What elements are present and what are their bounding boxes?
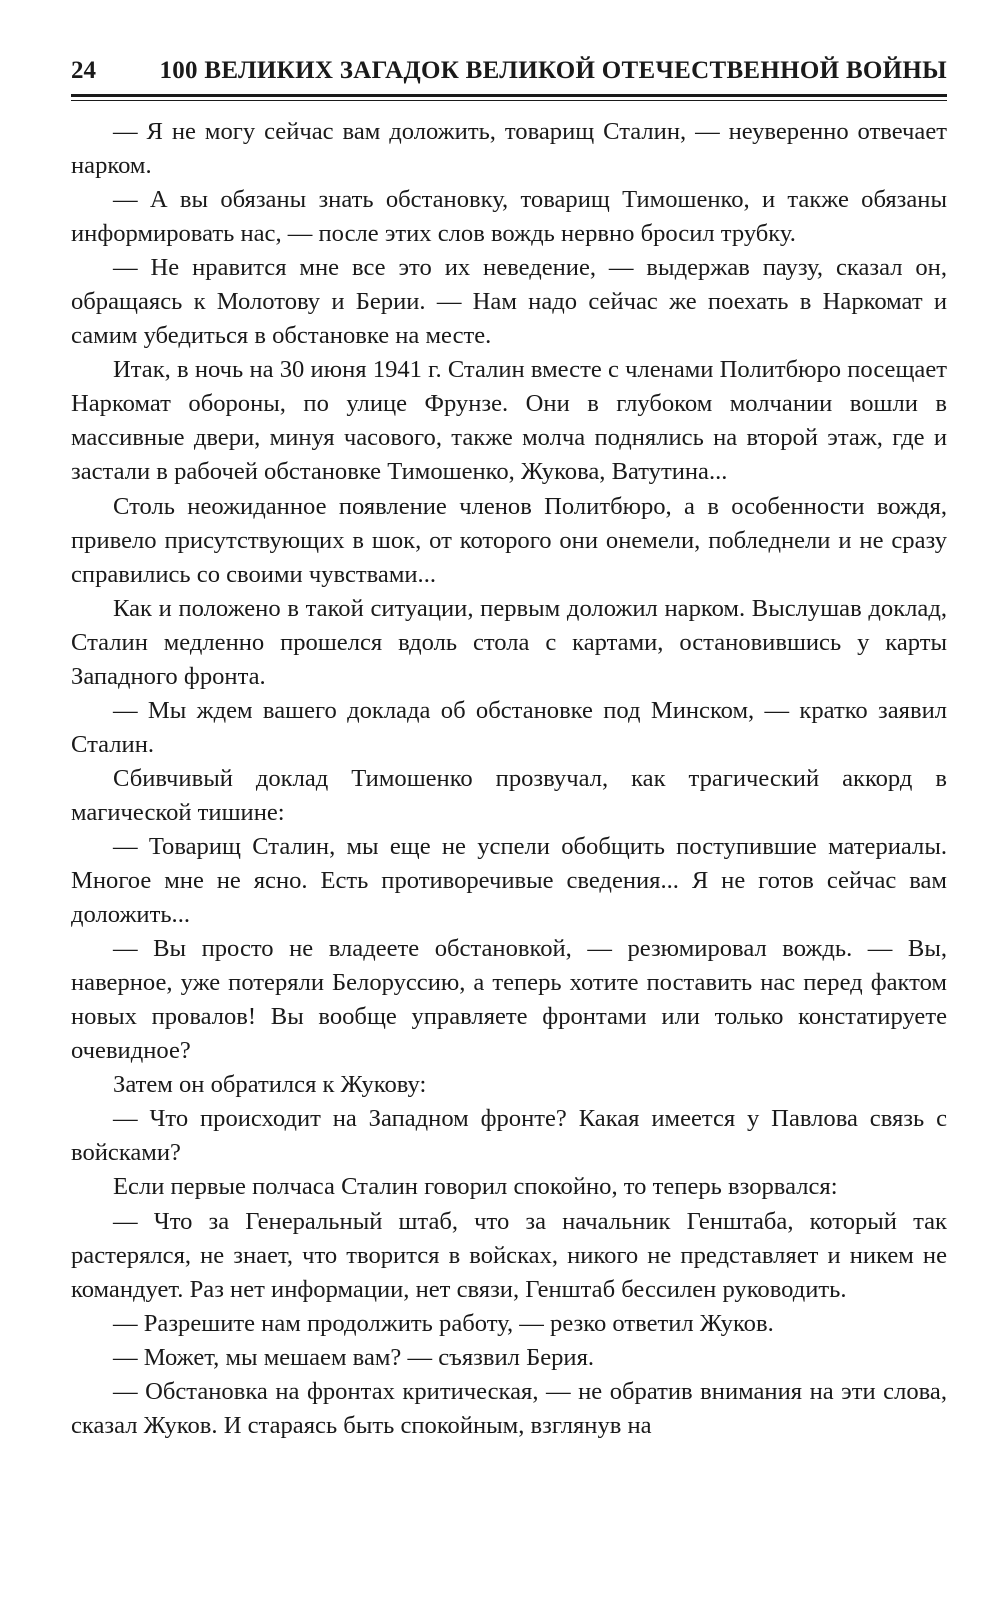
paragraph: — Мы ждем вашего доклада об обстановке под Минском, — кратко заявил Сталин. [71, 696, 947, 758]
paragraph: — Разрешите нам продолжить работу, — резко ответил Жуков. [113, 1309, 774, 1337]
paragraph: Затем он обратился к Жукову: [113, 1071, 427, 1099]
paragraph: — Не нравится мне все это их неведение, — выдержав паузу, сказал он, обращаясь к Молотову и Берии. — Нам надо сейчас же поехать в Наркомат и самим убедиться в обстановке на месте. [71, 254, 947, 350]
page-number: 24 [71, 57, 96, 84]
body-text [71, 115, 947, 1443]
paragraph: Если первые полчаса Сталин говорил спокойно, то теперь взорвался: [113, 1173, 838, 1201]
paragraph: Столь неожиданное появление членов Политбюро, а в особенности вождя, привело присутствующих в шок, от которого они онемели, побледнели и не сразу справились со своими чувствами... [71, 492, 947, 588]
paragraph: — Может, мы мешаем вам? — съязвил Берия. [113, 1343, 595, 1371]
paragraph: — Обстановка на фронтах критическая, — не обратив внимания на эти слова, сказал Жуков. И стараясь быть спокойным, взглянув на [71, 1377, 947, 1439]
running-title: 100 ВЕЛИКИХ ЗАГАДОК ВЕЛИКОЙ ОТЕЧЕСТВЕННОЙ ВОЙНЫ [159, 57, 947, 84]
paragraph: — Вы просто не владеете обстановкой, — резюмировал вождь. — Вы, наверное, уже потеряли Белоруссию, а теперь хотите поставить нас перед фактом новых провалов! Вы вообще управляете фронтами или только констатируете очевидное? [71, 935, 947, 1065]
paragraph: — Я не могу сейчас вам доложить, товарищ Сталин, — неуверенно отвечает нарком. [71, 118, 947, 180]
paragraph: Сбивчивый доклад Тимошенко прозвучал, как трагический аккорд в магической тишине: [71, 764, 947, 826]
book-page [71, 50, 947, 1443]
paragraph: — Товарищ Сталин, мы еще не успели обобщить поступившие материалы. Многое мне не ясно. Есть противоречивые сведения... Я не готов сейчас вам доложить... [71, 832, 947, 929]
paragraph: — Что за Генеральный штаб, что за начальник Генштаба, который так растерялся, не знает, что творится в войсках, никого не представляет и никем не командует. Раз нет информации, нет связи, Генштаб бессилен руководить. [71, 1207, 947, 1303]
paragraph: Как и положено в такой ситуации, первым доложил нарком. Выслушав доклад, Сталин медленно прошелся вдоль стола с картами, остановившись у карты Западного фронта. [71, 594, 947, 690]
paragraph: — Что происходит на Западном фронте? Какая имеется у Павлова связь с войсками? [71, 1105, 947, 1167]
header-rule-thick [71, 94, 947, 97]
paragraph: Итак, в ночь на 30 июня 1941 г. Сталин вместе с членами Политбюро посещает Наркомат обороны, по улице Фрунзе. Они в глубоком молчании вошли в массивные двери, минуя часового, также молча поднялись на второй этаж, где и застали в рабочей обстановке Тимошенко, Жукова, Ватутина... [71, 356, 947, 486]
paragraph: — А вы обязаны знать обстановку, товарищ Тимошенко, и также обязаны информировать нас, — после этих слов вождь нервно бросил трубку. [71, 186, 947, 248]
header-rule-thin [71, 100, 947, 101]
page-header [71, 50, 947, 92]
